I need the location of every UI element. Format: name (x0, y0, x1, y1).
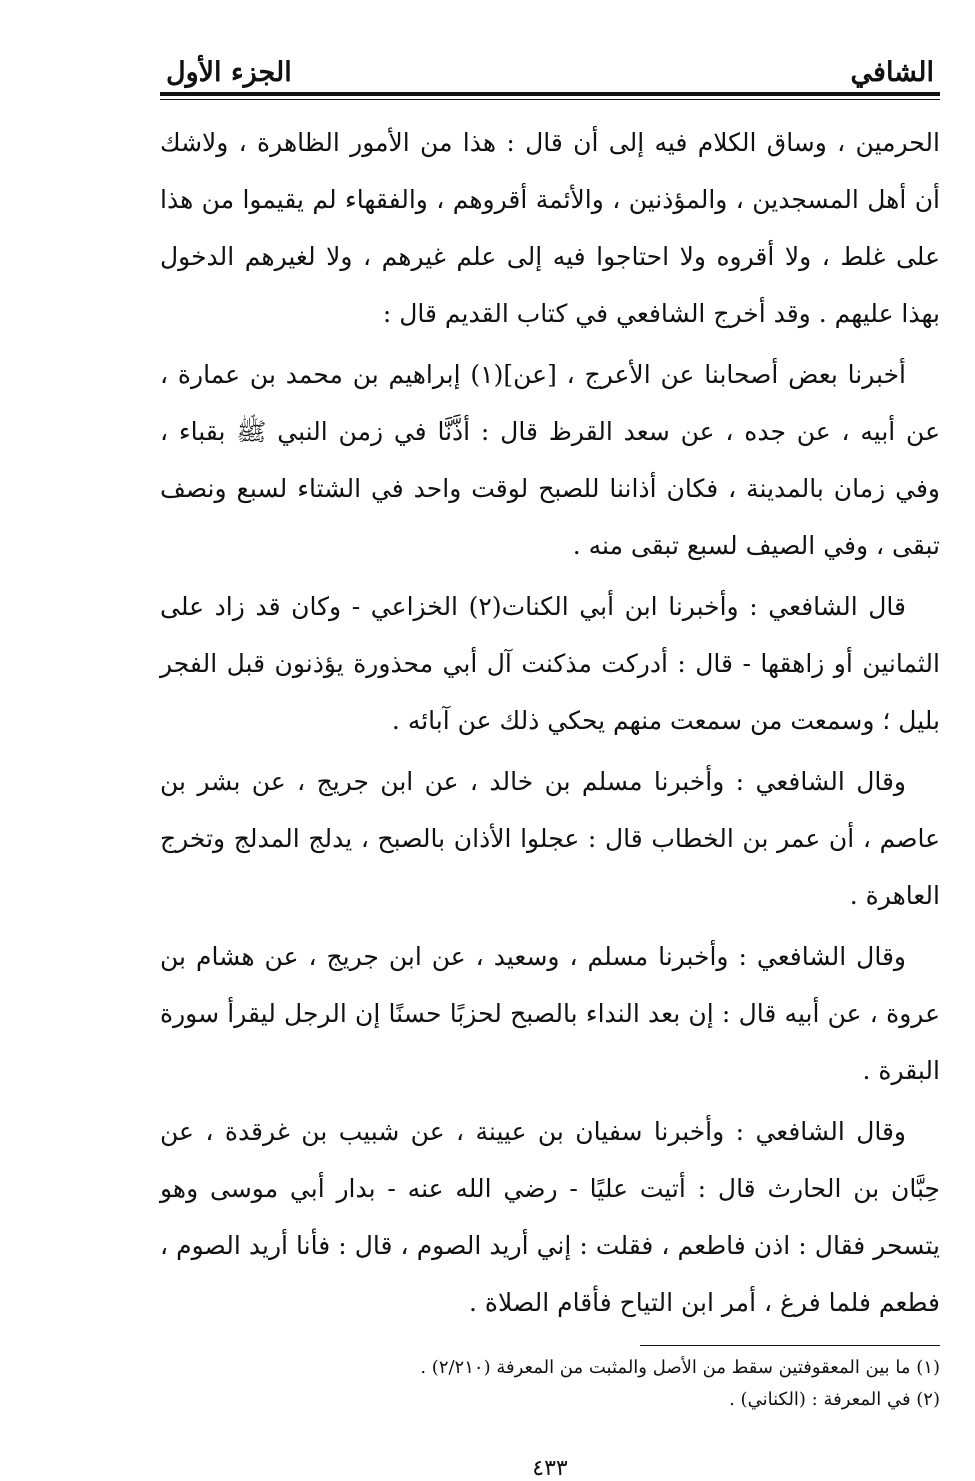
footnote-separator (640, 1345, 940, 1346)
header-volume-title: الجزء الأول (166, 57, 292, 88)
footnote-2: (٢) في المعرفة : (الكناني) . (729, 1389, 940, 1410)
header-rule-thin (160, 99, 940, 100)
running-header (160, 40, 940, 88)
paragraph-3: قال الشافعي : وأخبرنا ابن أبي الكنات(٢) الخزاعي - وكان قد زاد على الثمانين أو زاهقها - قال : أدركت مذكنت آل أبي محذورة يؤذنون قبل الفجر بليل ؛ وسمعت من سمعت منهم يحكي ذلك عن آبائه . (160, 592, 940, 735)
footnotes (160, 1352, 940, 1416)
paragraph-2: أخبرنا بعض أصحابنا عن الأعرج ، [عن](١) إبراهيم بن محمد بن عمارة ، عن أبيه ، عن جده ، عن سعد القرظ قال : أذَّنَّا في زمن النبي ﷺ بقباء ، وفي زمان بالمدينة ، فكان أذاننا للصبح لوقت واحد في الشتاء لسبع ونصف تبقى ، وفي الصيف لسبع تبقى منه . (160, 360, 940, 560)
header-book-title: الشافي (850, 57, 934, 88)
footnote-1: (١) ما بين المعقوفتين سقط من الأصل والمثبت من المعرفة (٢/٢١٠) . (420, 1357, 940, 1378)
paragraph-4: وقال الشافعي : وأخبرنا مسلم بن خالد ، عن ابن جريج ، عن بشر بن عاصم ، أن عمر بن الخطاب قال : عجلوا الأذان بالصبح ، يدلج المدلج وتخرج العاهرة . (160, 767, 940, 910)
paragraph-1: الحرمين ، وساق الكلام فيه إلى أن قال : هذا من الأمور الظاهرة ، ولاشك أن أهل المسجدين ، والمؤذنين ، والأئمة أقروهم ، والفقهاء لم يقيموا من هذا على غلط ، ولا أقروه ولا احتاجوا فيه إلى علم غيرهم ، ولا لغيرهم الدخول بهذا عليهم . وقد أخرج الشافعي في كتاب القديم قال : (160, 128, 940, 328)
page-number: ٤٣٣ (532, 1456, 568, 1481)
main-text (160, 114, 940, 1331)
paragraph-6: وقال الشافعي : وأخبرنا سفيان بن عيينة ، عن شبيب بن غرقدة ، عن حِبَّان بن الحارث قال : أتيت عليًا - رضي الله عنه - بدار أبي موسى وهو يتسحر فقال : اذن فاطعم ، فقلت : إني أريد الصوم ، قال : فأنا أريد الصوم ، فطعم فلما فرغ ، أمر ابن التياح فأقام الصلاة . (160, 1117, 940, 1317)
paragraph-5: وقال الشافعي : وأخبرنا مسلم ، وسعيد ، عن ابن جريج ، عن هشام بن عروة ، عن أبيه قال : إن بعد النداء بالصبح لحزبًا حسنًا إن الرجل ليقرأ سورة البقرة . (160, 942, 940, 1085)
book-page (160, 40, 940, 1481)
header-rule-thick (160, 92, 940, 96)
